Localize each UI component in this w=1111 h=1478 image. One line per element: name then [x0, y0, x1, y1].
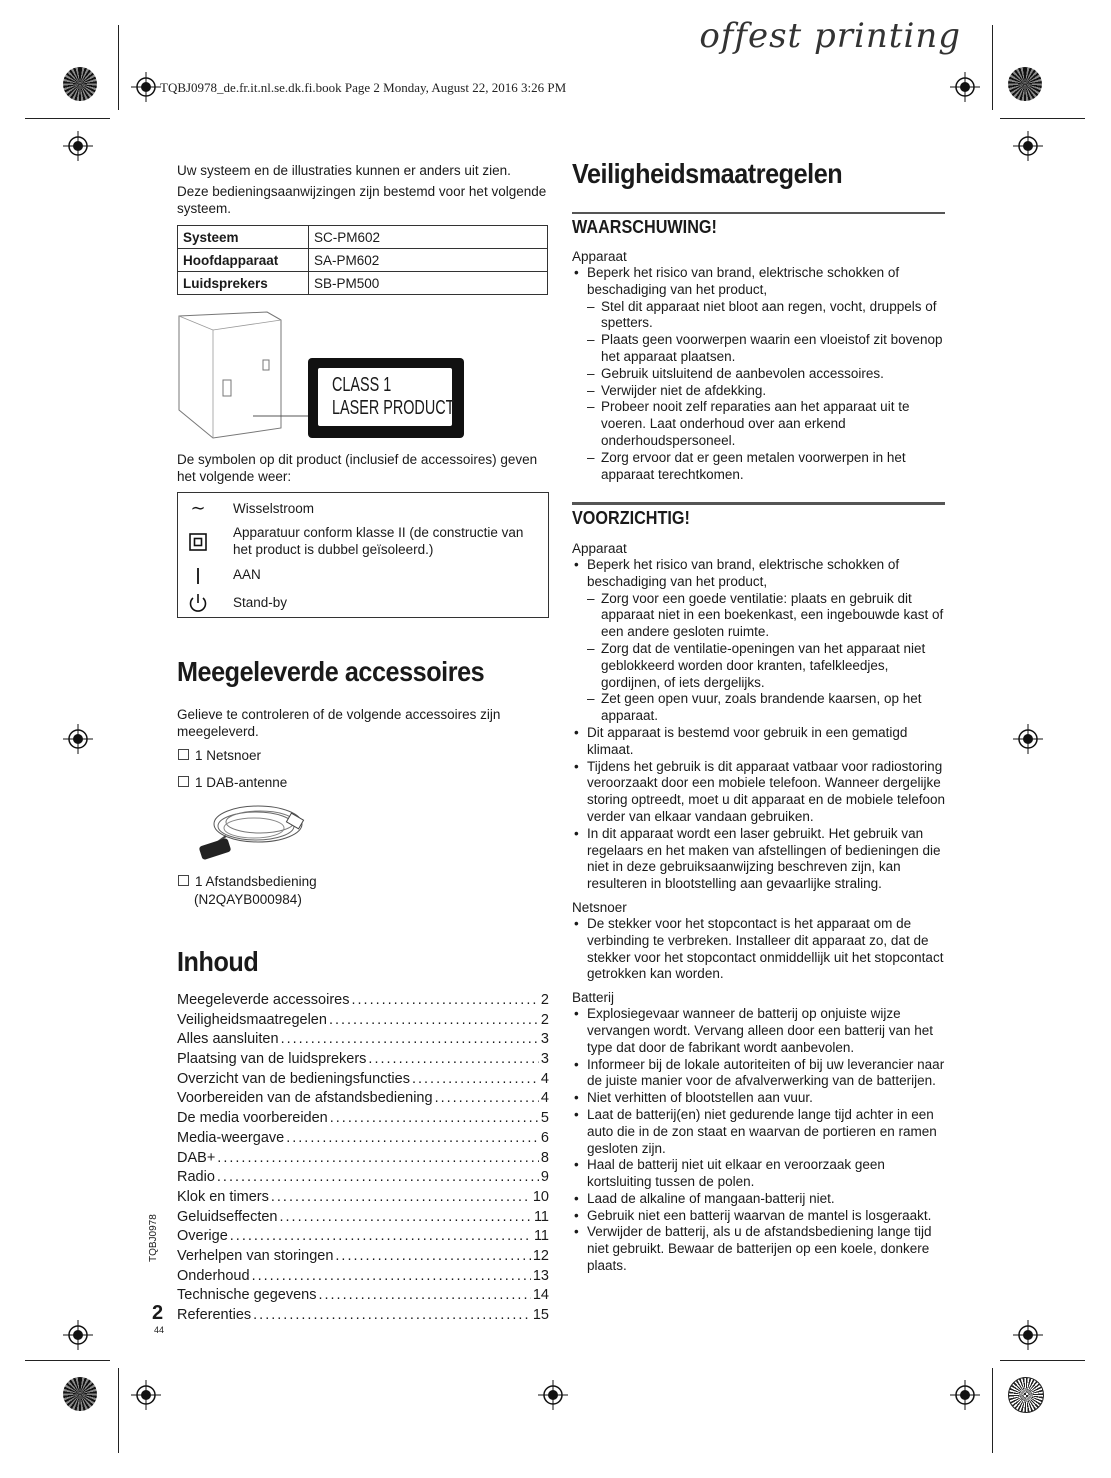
- accessory-item: 1 DAB-antenne: [178, 775, 287, 790]
- list-item: – Plaats geen voorwerpen waarin een vloeistof zit bovenop het apparaat plaatsen.: [587, 332, 947, 366]
- dab-antenna-illustration: [196, 798, 308, 864]
- list-item: • Verwijder de batterij, als u de afstandsbediening lange tijd niet gebruikt. Bewaar de batterijen op een koele, donkere plaats.: [572, 1224, 947, 1274]
- list-item: • Tijdens het gebruik is dit apparaat vatbaar voor radiostoring veroorzaakt door een mobiele telefoon. Wanneer dergelijke storing optreedt, moet u dit apparaat en de mobiele telefoon verder van elkaar vandaan gebruiken.: [572, 759, 947, 826]
- accessories-intro: Gelieve te controleren of de volgende accessoires zijn meegeleverd.: [177, 707, 501, 739]
- divider: [572, 502, 945, 505]
- symbol-text: AAN: [233, 567, 261, 582]
- caution-sub: Apparaat: [572, 541, 627, 556]
- crop-mark: [118, 25, 119, 110]
- safety-title: Veiligheidsmaatregelen: [572, 158, 843, 189]
- ac-icon: ∼: [190, 498, 206, 518]
- page-number-small: 44: [154, 1325, 165, 1335]
- laser-label-line1: CLASS 1: [332, 374, 392, 396]
- toc-entry[interactable]: Geluidseffecten ..... 11: [177, 1209, 549, 1229]
- laser-label-line2: LASER PRODUCT: [332, 397, 455, 419]
- list-item: – Zorg voor een goede ventilatie: plaats en gebruik dit apparaat niet in een boekenkast, een ingebouwde kast of een andere gesloten ruimte.: [587, 591, 947, 641]
- list-item: • Gebruik niet een batterij waarvan de mantel is losgeraakt.: [572, 1208, 947, 1225]
- list-item: – Zet geen open vuur, zoals brandende kaarsen, op het apparaat.: [587, 691, 947, 725]
- file-header: TQBJ0978_de.fr.it.nl.se.dk.fi.book Page 2 Monday, August 22, 2016 3:26 PM: [160, 80, 567, 95]
- warning-heading: WAARSCHUWING!: [572, 217, 717, 237]
- list-item: • De stekker voor het stopcontact is het apparaat om de verbinding te verbreken. Installeer dit apparaat zo, dat de stekker voor het stopcontact onmiddellijk uit het stopcontact getrokken kan worden.: [572, 916, 947, 983]
- toc-entry[interactable]: Alles aansluiten ..... 3: [177, 1031, 549, 1051]
- registration-target-icon: [950, 1380, 980, 1410]
- brand-logo: offest printing: [699, 16, 961, 56]
- intro-line2: Deze bedieningsaanwijzingen zijn bestemd voor het volgende systeem.: [177, 184, 547, 216]
- list-item: • Explosiegevaar wanneer de batterij op onjuiste wijze vervangen wordt. Vervang alleen door een batterij van het type dat door de fabrikant wordt aanbevolen.: [572, 1006, 947, 1056]
- table-row: [178, 272, 548, 295]
- registration-target-icon: [63, 131, 93, 161]
- toc-entry[interactable]: Meegeleverde accessoires ..... 2: [177, 992, 549, 1012]
- crop-mark: [25, 1360, 110, 1361]
- toc-entry[interactable]: Referenties ..... 15: [177, 1307, 549, 1327]
- caution-heading: VOORZICHTIG!: [572, 508, 690, 528]
- caution-section: [572, 540, 947, 1275]
- toc-entry[interactable]: DAB+ ..... 8: [177, 1150, 549, 1170]
- list-item: • Beperk het risico van brand, elektrische schokken of beschadiging van het product, – Zorg voor een goede ventilatie: plaats en gebruik dit apparaat niet in een boekenkast, een ingebouwde kast of een andere gesloten ruimte. – Zorg dat de ventilatie-openingen van het apparaat niet geblokkeerd worden door kranten, tafelkleedjes, gordijnen, of iets dergelijks. – Zet geen open vuur, zoals brandende kaarsen, op het apparaat.: [572, 557, 947, 725]
- registration-target-icon: [1013, 131, 1043, 161]
- intro: [177, 162, 549, 217]
- toc-entry[interactable]: Veiligheidsmaatregelen ..... 2: [177, 1012, 549, 1032]
- registration-star-icon: [63, 67, 97, 101]
- symbol-text: Apparatuur conform klasse II (de constructie van het product is dubbel geïsoleerd.): [233, 525, 524, 557]
- registration-target-icon: [1013, 724, 1043, 754]
- toc-entry[interactable]: Overige ..... 11: [177, 1228, 549, 1248]
- checkbox-icon: [178, 875, 189, 886]
- toc-title: Inhoud: [177, 946, 259, 977]
- list-item: • In dit apparaat wordt een laser gebruikt. Het gebruik van regelaars en het maken van afstellingen of bedieningen die niet in deze gebruiksaanwijzing beschreven zijn, kan resulteren in blootstelling aan gevaarlijke straling.: [572, 826, 947, 893]
- registration-target-icon: [1013, 1320, 1043, 1350]
- system-table: [177, 225, 548, 295]
- list-item: • Dit apparaat is bestemd voor gebruik in een gematigd klimaat.: [572, 725, 947, 759]
- list-item: – Verwijder niet de afdekking.: [587, 383, 947, 400]
- page-number: 2: [152, 1302, 164, 1324]
- table-value: SC-PM602: [309, 226, 548, 249]
- toc-entry[interactable]: Overzicht van de bedieningsfuncties ..... 4: [177, 1071, 549, 1091]
- warning-sub: Apparaat: [572, 249, 627, 264]
- checkbox-icon: [178, 776, 189, 787]
- list-item: • Haal de batterij niet uit elkaar en veroorzaak geen kortsluiting tussen de polen.: [572, 1157, 947, 1191]
- warning-section: [572, 248, 947, 483]
- crop-mark: [25, 118, 110, 119]
- symbol-text: Wisselstroom: [233, 501, 315, 516]
- table-value: SA-PM602: [309, 249, 548, 272]
- symbols-box: [177, 492, 549, 618]
- on-icon: [186, 566, 210, 586]
- standby-icon: [186, 592, 210, 614]
- laser-label: [308, 358, 464, 438]
- crop-mark: [992, 25, 993, 110]
- accessory-item: 1 Afstandsbediening: [178, 874, 317, 889]
- intro-line1: Uw systeem en de illustraties kunnen er anders uit zien.: [177, 163, 511, 178]
- toc-entry[interactable]: Onderhoud ..... 13: [177, 1268, 549, 1288]
- registration-target-icon: [538, 1380, 568, 1410]
- registration-target-icon: [63, 1320, 93, 1350]
- toc-entry[interactable]: Media-weergave ..... 6: [177, 1130, 549, 1150]
- list-item: • Informeer bij de lokale autoriteiten of bij uw leverancier naar de juiste manier voor de afvalverwerking van de batterijen.: [572, 1057, 947, 1091]
- checkbox-icon: [178, 749, 189, 760]
- registration-target-icon: [131, 1380, 161, 1410]
- list-item: – Stel dit apparaat niet bloot aan regen, vocht, druppels of spetters.: [587, 299, 947, 333]
- table-key: Systeem: [178, 226, 309, 249]
- list-item: • Beperk het risico van brand, elektrische schokken of beschadiging van het product, – Stel dit apparaat niet bloot aan regen, vocht, druppels of spetters. – Plaats geen voorwerpen waarin een vloeistof zit bovenop het apparaat plaatsen. – Gebruik uitsluitend de aanbevolen accessoires. – Verwijder niet de afdekking. – Probeer nooit zelf reparaties aan het apparaat uit te voeren. Laat onderhoud over aan erkend onderhoudspersoneel. – Zorg ervoor dat er geen metalen voorwerpen in het apparaat terechtkomen.: [572, 265, 947, 483]
- table-key: Luidsprekers: [178, 272, 309, 295]
- list-item: – Zorg ervoor dat er geen metalen voorwerpen in het apparaat terechtkomen.: [587, 450, 947, 484]
- list-item: • Laad de alkaline of mangaan-batterij niet.: [572, 1191, 947, 1208]
- table-row: [178, 226, 548, 249]
- crop-mark: [992, 1368, 993, 1453]
- toc-entry[interactable]: Plaatsing van de luidsprekers ..... 3: [177, 1051, 549, 1071]
- divider: [572, 212, 945, 214]
- symbol-text: Stand-by: [233, 595, 288, 610]
- toc-entry[interactable]: Verhelpen van storingen ..... 12: [177, 1248, 549, 1268]
- toc-entry[interactable]: De media voorbereiden ..... 5: [177, 1110, 549, 1130]
- accessories-title: Meegeleverde accessoires: [177, 656, 485, 687]
- table-row: [178, 249, 548, 272]
- toc-entry[interactable]: Voorbereiden van de afstandsbediening ..... 4: [177, 1090, 549, 1110]
- registration-target-icon: [131, 72, 161, 102]
- toc-entry[interactable]: Technische gegevens ..... 14: [177, 1287, 549, 1307]
- list-item: • Laat de batterij(en) niet gedurende lange tijd achter in een auto die in de zon staat en waarvan de portieren en ramen gesloten zijn.: [572, 1107, 947, 1157]
- list-item: – Zorg dat de ventilatie-openingen van het apparaat niet geblokkeerd worden door kranten, tafelkleedjes, gordijnen, of iets dergelijks.: [587, 641, 947, 691]
- registration-target-icon: [63, 724, 93, 754]
- registration-star-icon: [1008, 1377, 1044, 1413]
- registration-star-icon: [1008, 67, 1042, 101]
- class2-icon: [186, 532, 210, 552]
- accessory-code: (N2QAYB000984): [194, 892, 302, 907]
- power-sub: Netsnoer: [572, 899, 627, 915]
- table-of-contents: [177, 992, 549, 1327]
- toc-entry[interactable]: Klok en timers ..... 10: [177, 1189, 549, 1209]
- table-key: Hoofdapparaat: [178, 249, 309, 272]
- list-item: – Gebruik uitsluitend de aanbevolen accessoires.: [587, 366, 947, 383]
- registration-target-icon: [950, 72, 980, 102]
- accessory-item: 1 Netsnoer: [178, 748, 261, 763]
- crop-mark: [118, 1368, 119, 1453]
- toc-entry[interactable]: Radio ..... 9: [177, 1169, 549, 1189]
- registration-star-icon: [63, 1377, 97, 1411]
- battery-sub: Batterij: [572, 990, 615, 1006]
- list-item: – Probeer nooit zelf reparaties aan het apparaat uit te voeren. Laat onderhoud over aan erkend onderhoudspersoneel.: [587, 399, 947, 449]
- crop-mark: [1000, 1360, 1085, 1361]
- symbols-intro: De symbolen op dit product (inclusief de accessoires) geven het volgende weer:: [177, 452, 538, 484]
- crop-mark: [1000, 118, 1085, 119]
- table-value: SB-PM500: [309, 272, 548, 295]
- list-item: • Niet verhitten of blootstellen aan vuur.: [572, 1090, 947, 1107]
- doc-code: TQBJ0978: [148, 1214, 159, 1262]
